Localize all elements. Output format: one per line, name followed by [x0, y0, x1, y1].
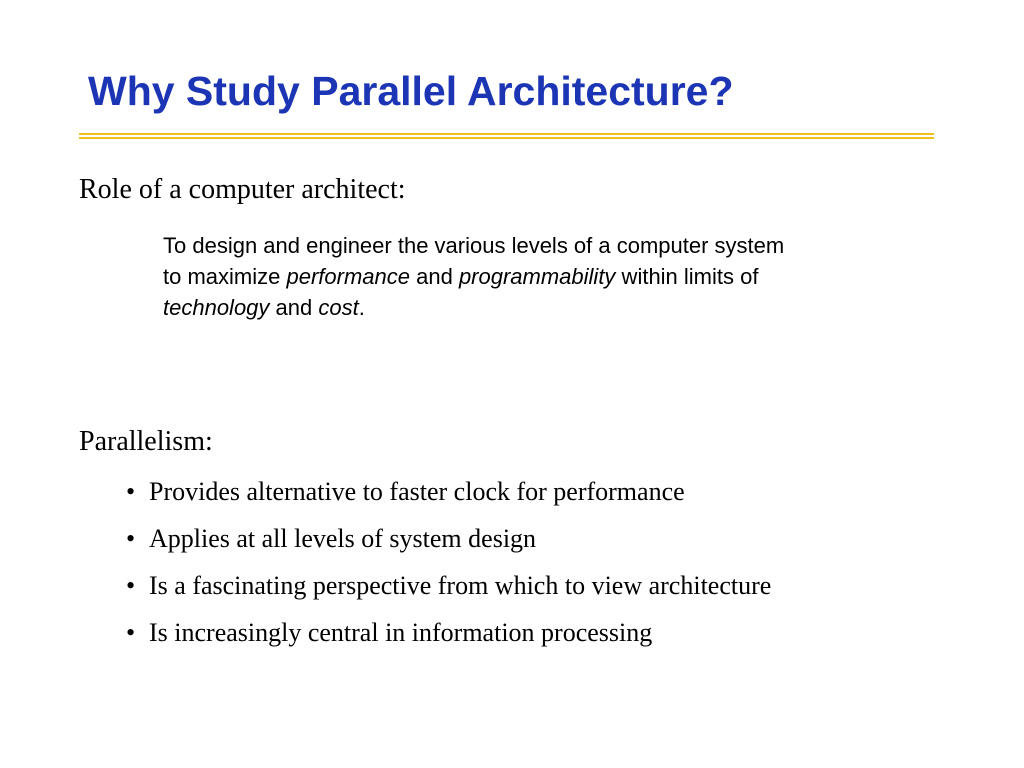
definition-line-1: To design and engineer the various levels of a computer system	[163, 233, 785, 258]
bullet-text: Provides alternative to faster clock for performance	[149, 477, 685, 506]
bullet-item	[126, 616, 771, 650]
role-heading: Role of a computer architect:	[79, 174, 406, 205]
definition-text-within-limits: within limits of	[615, 264, 759, 289]
definition-text-and: and	[410, 264, 459, 289]
bullet-dot-icon: •	[126, 477, 136, 506]
bullet-item	[126, 475, 771, 509]
bullet-dot-icon: •	[126, 524, 136, 553]
term-performance: performance	[286, 264, 410, 289]
parallelism-bullet-list	[126, 475, 771, 663]
bullet-item	[126, 569, 771, 603]
role-definition	[163, 230, 983, 323]
definition-text-and-2: and	[269, 295, 319, 320]
term-technology: technology	[163, 295, 270, 320]
bullet-text: Applies at all levels of system design	[149, 524, 537, 553]
definition-text-to-maximize: to maximize	[163, 264, 287, 289]
title-divider-bottom	[79, 137, 934, 139]
bullet-dot-icon: •	[126, 618, 136, 647]
bullet-text: Is increasingly central in information processing	[149, 618, 653, 647]
term-programmability: programmability	[458, 264, 616, 289]
slide-title: Why Study Parallel Architecture?	[88, 68, 734, 114]
parallelism-heading: Parallelism:	[79, 426, 213, 457]
bullet-item	[126, 522, 771, 556]
title-divider-top	[79, 133, 934, 135]
definition-period: .	[358, 295, 365, 320]
bullet-dot-icon: •	[126, 571, 136, 600]
bullet-text: Is a fascinating perspective from which to view architecture	[149, 571, 772, 600]
term-cost: cost	[318, 295, 359, 320]
